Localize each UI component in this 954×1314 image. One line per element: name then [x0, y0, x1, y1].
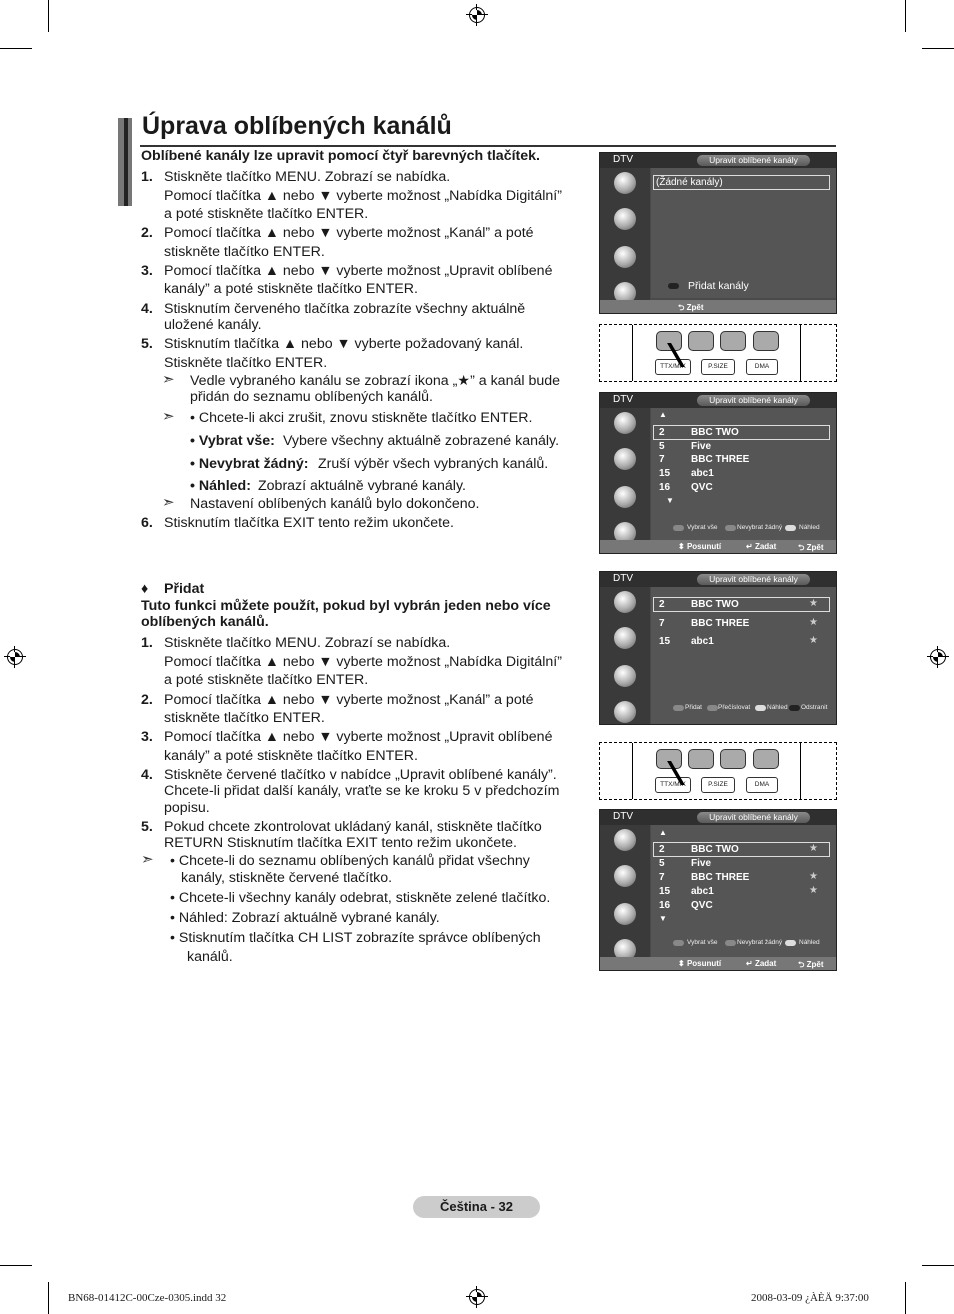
osd-back: ⮌ Zpět	[798, 543, 824, 552]
step-number: 2.	[141, 692, 153, 708]
registration-mark-icon	[927, 646, 949, 668]
picture-menu-icon	[614, 591, 636, 613]
page-number-badge: Čeština - 32	[413, 1196, 540, 1218]
note-arrow-icon: ➣	[162, 371, 175, 388]
osd-source-label: DTV	[613, 394, 633, 405]
red-button-icon	[668, 283, 679, 289]
step-line: stiskněte tlačítko ENTER.	[164, 244, 325, 260]
page-title: Úprava oblíbených kanálů	[142, 112, 452, 140]
channel-name: abc1	[691, 468, 714, 479]
bullet-label: • Nevybrat žádný:	[190, 456, 309, 472]
osd-screen	[599, 152, 837, 314]
favorite-star-icon: ★	[809, 635, 818, 646]
osd-source-label: DTV	[613, 154, 633, 165]
setup-menu-icon	[614, 903, 636, 925]
note-arrow-icon: ➣	[162, 408, 175, 425]
favorite-star-icon: ★	[809, 598, 818, 609]
step-number: 4.	[141, 301, 153, 317]
yellow-button-icon	[755, 705, 766, 711]
ttx-mix-key: TTX/MIX	[655, 777, 691, 793]
favorite-star-icon: ★	[809, 871, 818, 882]
step-number: 5.	[141, 336, 153, 352]
green-button-icon	[707, 705, 718, 711]
step-line: Pomocí tlačítka ▲ nebo ▼ vyberte možnost „Upravit oblíbené	[164, 729, 553, 745]
yellow-button-icon	[785, 525, 796, 531]
sound-menu-icon	[614, 448, 636, 470]
step-number: 6.	[141, 515, 153, 531]
note-arrow-icon: ➣	[141, 851, 154, 868]
step-line: Pomocí tlačítka ▲ nebo ▼ vyberte možnost „Kanál” a poté	[164, 225, 534, 241]
osd-select-none: Nevybrat žádný	[737, 939, 783, 946]
channel-number: 5	[659, 858, 665, 869]
setup-menu-icon	[614, 665, 636, 687]
title-bar-decoration	[124, 118, 128, 206]
dma-key: DMA	[746, 777, 778, 793]
osd-enter: ↵ Zadat	[746, 542, 777, 551]
favorite-star-icon: ★	[809, 885, 818, 896]
blue-button-icon	[789, 705, 800, 711]
step-line: Pomocí tlačítka ▲ nebo ▼ vyberte možnost „Nabídka Digitální”	[164, 654, 562, 670]
bullet-label: • Náhled:	[190, 478, 251, 494]
step-line: uložené kanály.	[164, 317, 262, 333]
osd-add-channels: Přidat kanály	[688, 280, 749, 292]
osd-delete: Odstranit	[801, 704, 828, 711]
osd-screen	[599, 571, 837, 725]
channel-number: 7	[659, 454, 665, 465]
osd-source-label: DTV	[613, 811, 633, 822]
note-line: kanály, stiskněte červené tlačítko.	[181, 870, 393, 886]
date-info: 2008-03-09 ¿ÀÈÄ 9:37:00	[751, 1292, 869, 1304]
section1-intro: Oblíbené kanály lze upravit pomocí čtyř barevných tlačítek.	[141, 148, 540, 164]
note-line: • Chcete-li všechny kanály odebrat, stiskněte zelené tlačítko.	[170, 890, 551, 906]
osd-preview: Náhled	[799, 524, 820, 531]
bullet-text: Zruší výběr všech vybraných kanálů.	[318, 456, 549, 472]
channel-name: BBC THREE	[691, 454, 750, 465]
channel-name: BBC THREE	[691, 872, 750, 883]
sound-menu-icon	[614, 865, 636, 887]
note-arrow-icon: ➣	[162, 494, 175, 511]
osd-move: ⬍ Posunutí	[678, 959, 722, 968]
red-button-icon	[673, 705, 684, 711]
osd-header: Upravit oblíbené kanály	[697, 574, 810, 585]
note-line: přidán do seznamu oblíbených kanálů.	[190, 389, 433, 405]
osd-source-label: DTV	[613, 573, 633, 584]
input-menu-icon	[614, 701, 636, 723]
channel-number: 16	[659, 900, 671, 911]
note-line: • Chcete-li do seznamu oblíbených kanálů přidat všechny	[170, 853, 530, 869]
step-line: Stiskněte tlačítko MENU. Zobrazí se nabídka.	[164, 635, 451, 651]
file-info: BN68-01412C-00Cze-0305.indd 32	[68, 1292, 227, 1304]
bullet-label: • Vybrat vše:	[190, 433, 275, 449]
channel-number: 5	[659, 441, 665, 452]
section-heading: Přidat	[164, 581, 205, 597]
step-line: Stisknutím červeného tlačítka zobrazíte všechny aktuálně	[164, 301, 526, 317]
note-line: Nastavení oblíbených kanálů bylo dokončeno.	[190, 496, 480, 512]
favorite-star-icon: ★	[809, 617, 818, 628]
channel-number: 7	[659, 872, 665, 883]
osd-empty-list: (Žádné kanály)	[656, 177, 723, 188]
green-button-icon	[725, 525, 736, 531]
step-number: 1.	[141, 169, 153, 185]
channel-name: BBC TWO	[691, 599, 739, 610]
channel-name: QVC	[691, 900, 713, 911]
favorite-star-icon: ★	[809, 843, 818, 854]
step-line: RETURN Stisknutím tlačítka EXIT tento režim ukončete.	[164, 835, 517, 851]
channel-name: BBC THREE	[691, 618, 750, 629]
step-line: Pomocí tlačítka ▲ nebo ▼ vyberte možnost „Nabídka Digitální”	[164, 188, 562, 204]
channel-name: QVC	[691, 482, 713, 493]
osd-back: ⮌ Zpět	[798, 960, 824, 969]
scroll-up-icon: ▲	[659, 828, 667, 837]
osd-header: Upravit oblíbené kanály	[697, 155, 810, 166]
step-number: 3.	[141, 729, 153, 745]
note-line: kanálů.	[187, 949, 233, 965]
channel-number: 15	[659, 636, 671, 647]
channel-number: 7	[659, 618, 665, 629]
osd-screen	[599, 392, 837, 554]
channel-number: 15	[659, 468, 671, 479]
step-line: stiskněte tlačítko ENTER.	[164, 710, 325, 726]
sound-menu-icon	[614, 627, 636, 649]
registration-mark-icon	[466, 4, 488, 26]
note-line: Vedle vybraného kanálu se zobrazí ikona „★” a kanál bude	[190, 373, 561, 389]
p-size-key: P.SIZE	[701, 359, 735, 375]
channel-number: 2	[659, 427, 665, 438]
picture-menu-icon	[614, 412, 636, 434]
yellow-button-icon	[785, 940, 796, 946]
red-button-icon	[673, 940, 684, 946]
step-line: kanály” a poté stiskněte tlačítko ENTER.	[164, 748, 418, 764]
osd-screen	[599, 809, 837, 971]
osd-renumber: Přečíslovat	[718, 704, 751, 711]
osd-move: ⬍ Posunutí	[678, 542, 722, 551]
step-line: Chcete-li přidat další kanály, vraťte se ke kroku 5 v předchozím	[164, 783, 560, 799]
step-number: 3.	[141, 263, 153, 279]
osd-header: Upravit oblíbené kanály	[697, 812, 810, 823]
step-line: Stisknutím tlačítka ▲ nebo ▼ vyberte požadovaný kanál.	[164, 336, 524, 352]
scroll-down-icon: ▼	[666, 496, 674, 505]
bullet-text: Vybere všechny aktuálně zobrazené kanály.	[283, 433, 560, 449]
step-line: Stiskněte tlačítko ENTER.	[164, 355, 328, 371]
step-line: a poté stiskněte tlačítko ENTER.	[164, 672, 369, 688]
sound-menu-icon	[614, 208, 636, 230]
section2-intro: Tuto funkci můžete použít, pokud byl vybrán jeden nebo více	[141, 598, 551, 614]
osd-add: Přidat	[685, 704, 702, 711]
setup-menu-icon	[614, 246, 636, 268]
step-line: Pokud chcete zkontrolovat ukládaný kanál, stiskněte tlačítko	[164, 819, 542, 835]
channel-name: abc1	[691, 636, 714, 647]
step-line: Pomocí tlačítka ▲ nebo ▼ vyberte možnost „Kanál” a poté	[164, 692, 534, 708]
setup-menu-icon	[614, 486, 636, 508]
scroll-down-icon: ▼	[659, 914, 667, 923]
step-line: Stiskněte červené tlačítko v nabídce „Upravit oblíbené kanály”.	[164, 767, 557, 783]
osd-select-all: Vybrat vše	[687, 524, 718, 531]
remote-illustration	[599, 742, 837, 800]
step-line: popisu.	[164, 800, 210, 816]
step-line: a poté stiskněte tlačítko ENTER.	[164, 206, 369, 222]
step-line: Pomocí tlačítka ▲ nebo ▼ vyberte možnost „Upravit oblíbené	[164, 263, 553, 279]
osd-back: ⮌ Zpět	[678, 303, 704, 312]
channel-number: 2	[659, 599, 665, 610]
step-line: Stisknutím tlačítka EXIT tento režim ukončete.	[164, 515, 454, 531]
channel-number: 15	[659, 886, 671, 897]
osd-preview: Náhled	[767, 704, 788, 711]
bullet-text: Zobrazí aktuálně vybrané kanály.	[258, 478, 466, 494]
channel-number: 2	[659, 844, 665, 855]
osd-select-none: Nevybrat žádný	[737, 524, 783, 531]
scroll-up-icon: ▲	[659, 410, 667, 419]
green-button-icon	[725, 940, 736, 946]
section2-intro: oblíbených kanálů.	[141, 614, 269, 630]
channel-name: Five	[691, 441, 712, 452]
ttx-mix-key: TTX/MIX	[655, 359, 691, 375]
remote-illustration	[599, 324, 837, 382]
channel-name: BBC TWO	[691, 427, 739, 438]
picture-menu-icon	[614, 172, 636, 194]
channel-number: 16	[659, 482, 671, 493]
step-number: 4.	[141, 767, 153, 783]
section-bullet: ♦	[141, 581, 149, 597]
step-number: 5.	[141, 819, 153, 835]
note-line: • Stisknutím tlačítka CH LIST zobrazíte správce oblíbených	[170, 930, 541, 946]
channel-name: Five	[691, 858, 712, 869]
step-number: 1.	[141, 635, 153, 651]
note-line: • Chcete-li akci zrušit, znovu stiskněte tlačítko ENTER.	[190, 410, 533, 426]
step-line: kanály” a poté stiskněte tlačítko ENTER.	[164, 281, 418, 297]
p-size-key: P.SIZE	[701, 777, 735, 793]
step-number: 2.	[141, 225, 153, 241]
registration-mark-icon	[4, 646, 26, 668]
picture-menu-icon	[614, 829, 636, 851]
title-underline	[140, 145, 836, 147]
osd-preview: Náhled	[799, 939, 820, 946]
channel-name: BBC TWO	[691, 844, 739, 855]
channel-name: abc1	[691, 886, 714, 897]
red-button-icon	[673, 525, 684, 531]
note-line: • Náhled: Zobrazí aktuálně vybrané kanály.	[170, 910, 440, 926]
osd-header: Upravit oblíbené kanály	[697, 395, 810, 406]
osd-enter: ↵ Zadat	[746, 959, 777, 968]
dma-key: DMA	[746, 359, 778, 375]
osd-select-all: Vybrat vše	[687, 939, 718, 946]
step-line: Stiskněte tlačítko MENU. Zobrazí se nabídka.	[164, 169, 451, 185]
registration-mark-icon	[466, 1286, 488, 1308]
